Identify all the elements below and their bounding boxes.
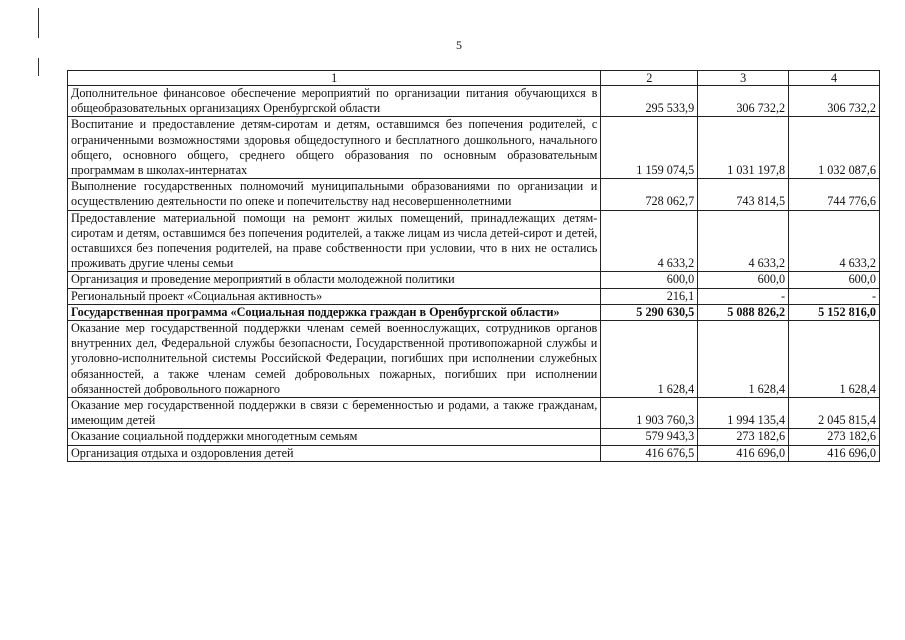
value-col2: 416 676,5 [601, 445, 698, 461]
row-description: Дополнительное финансовое обеспечение мероприятий по организации питания обучающихся в общеобразовательных организациях Оренбургской области [68, 86, 601, 117]
value-col3: 4 633,2 [698, 210, 789, 272]
value-col3: 1 994 135,4 [698, 398, 789, 429]
table-row [68, 117, 880, 179]
margin-mark [38, 8, 39, 38]
value-col3: 600,0 [698, 272, 789, 288]
table-row [68, 429, 880, 445]
value-col3: 273 182,6 [698, 429, 789, 445]
value-col4: - [789, 288, 880, 304]
row-description: Выполнение государственных полномочий муниципальными образованиями по организации и осуществлению деятельности по опеке и попечительству над несовершеннолетними [68, 179, 601, 210]
table-row [68, 272, 880, 288]
value-col4: 4 633,2 [789, 210, 880, 272]
value-col2: 4 633,2 [601, 210, 698, 272]
value-col3: 1 031 197,8 [698, 117, 789, 179]
value-col4: 5 152 816,0 [789, 304, 880, 320]
value-col2: 579 943,3 [601, 429, 698, 445]
value-col4: 273 182,6 [789, 429, 880, 445]
value-col2: 295 533,9 [601, 86, 698, 117]
value-col4: 744 776,6 [789, 179, 880, 210]
value-col3: 5 088 826,2 [698, 304, 789, 320]
table-row [68, 398, 880, 429]
table-row [68, 304, 880, 320]
page-number: 5 [456, 38, 462, 52]
value-col2: 728 062,7 [601, 179, 698, 210]
value-col2: 1 628,4 [601, 321, 698, 398]
row-description: Оказание социальной поддержки многодетным семьям [68, 429, 601, 445]
row-description: Оказание мер государственной поддержки в связи с беременностью и родами, а также гражданам, имеющим детей [68, 398, 601, 429]
column-header: 4 [789, 71, 880, 86]
value-col3: 1 628,4 [698, 321, 789, 398]
table-row [68, 86, 880, 117]
table-row [68, 179, 880, 210]
row-description: Воспитание и предоставление детям-сиротам и детям, оставшимся без попечения родителей, с ограниченными возможностями здоровья общедоступного и бесплатного дошкольного, начального общего, основного общего, среднего общего образования по основным образовательным программам в школах-интернатах [68, 117, 601, 179]
value-col4: 1 032 087,6 [789, 117, 880, 179]
value-col3: 306 732,2 [698, 86, 789, 117]
row-description: Организация отдыха и оздоровления детей [68, 445, 601, 461]
value-col4: 2 045 815,4 [789, 398, 880, 429]
row-description: Предоставление материальной помощи на ремонт жилых помещений, принадлежащих детям-сиротам и детям, оставшимся без попечения родителей, а также лицам из числа детей-сирот и детей, оставшихся без попечения родителей, на праве собственности при условии, что в них не остались проживать другие члены семьи [68, 210, 601, 272]
value-col2: 1 159 074,5 [601, 117, 698, 179]
column-header: 1 [68, 71, 601, 86]
row-description: Оказание мер государственной поддержки членам семей военнослужащих, сотрудников органов внутренних дел, Федеральной службы безопасности, Государственной противопожарной службы и уголовно-исполнительной системы Российской Федерации, погибших при исполнении служебных обязанностей, а также членам семей добровольных пожарных, погибших при исполнении обязанностей добровольного пожарного [68, 321, 601, 398]
table-header-row [68, 71, 880, 86]
value-col3: - [698, 288, 789, 304]
margin-mark [38, 58, 39, 76]
value-col2: 5 290 630,5 [601, 304, 698, 320]
budget-table-body [68, 71, 880, 462]
value-col2: 600,0 [601, 272, 698, 288]
budget-table [67, 70, 880, 462]
table-row [68, 288, 880, 304]
table-row [68, 210, 880, 272]
value-col3: 743 814,5 [698, 179, 789, 210]
table-row [68, 321, 880, 398]
column-header: 3 [698, 71, 789, 86]
value-col2: 1 903 760,3 [601, 398, 698, 429]
row-description: Региональный проект «Социальная активность» [68, 288, 601, 304]
value-col4: 416 696,0 [789, 445, 880, 461]
value-col3: 416 696,0 [698, 445, 789, 461]
row-description: Организация и проведение мероприятий в области молодежной политики [68, 272, 601, 288]
value-col4: 1 628,4 [789, 321, 880, 398]
column-header: 2 [601, 71, 698, 86]
row-description: Государственная программа «Социальная поддержка граждан в Оренбургской области» [68, 304, 601, 320]
value-col4: 600,0 [789, 272, 880, 288]
table-row [68, 445, 880, 461]
value-col2: 216,1 [601, 288, 698, 304]
value-col4: 306 732,2 [789, 86, 880, 117]
